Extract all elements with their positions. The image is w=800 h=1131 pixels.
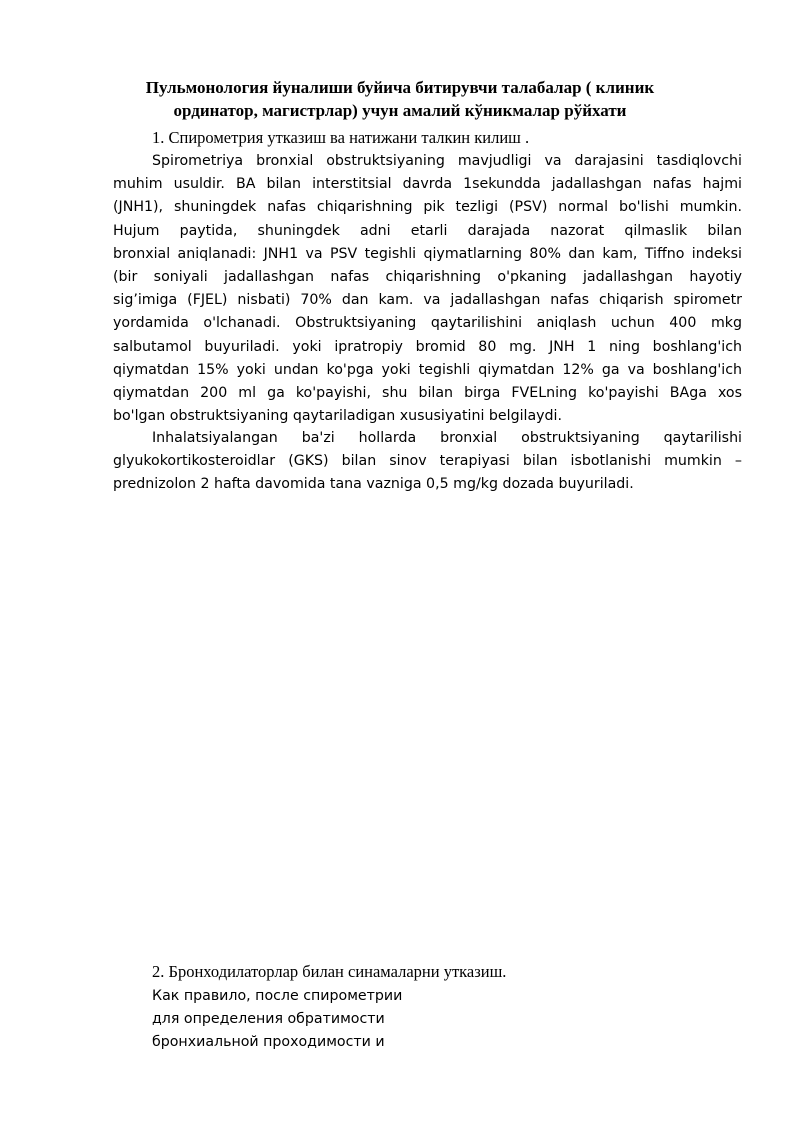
paragraph-line: Inhalatsiyalangan ba'zi hollarda bronxial obstruktsiyaning qaytarilishi (152, 430, 742, 446)
section-2-line: для определения обратимости (152, 1011, 385, 1028)
paragraph-line: muhim usuldir. BA bilan interstitsial davrda 1sekundda jadallashgan nafas hajmi (113, 176, 742, 193)
paragraph-line: salbutamol buyuriladi. yoki ipratropiy bromid 80 mg. JNH 1 ning boshlang'ich (113, 338, 742, 355)
paragraph-line: prednizolon 2 hafta davomida tana vazniga 0,5 mg/kg dozada buyuriladi. (113, 476, 634, 493)
section-2-line: Как правило, после спирометрии (152, 988, 403, 1004)
paragraph-line: bronxial aniqlanadi: JNH1 va PSV tegishli qiymatlarning 80% dan kam, Tiffno indeksi (113, 245, 742, 262)
paragraph-line: Hujum paytida, shuningdek adni etarli darajada nazorat qilmaslik bilan (113, 222, 742, 239)
section-1-paragraph-1 (113, 150, 742, 428)
paragraph-line: glyukokortikosteroidlar (GKS) bilan sinov terapiyasi bilan isbotlanishi mumkin – (113, 453, 742, 470)
paragraph-line: (JNH1), shuningdek nafas chiqarishning pik tezligi (PSV) normal bo'lishi mumkin. (113, 199, 742, 216)
title-line-1: Пульмонология йуналиши буйича битирувчи талабалар ( клиник (145, 78, 655, 97)
paragraph-line: qiymatdan 15% yoki undan ko'pga yoki tegishli qiymatdan 12% ga va boshlang'ich (113, 361, 742, 378)
section-2-line: бронхиальной проходимости и (152, 1034, 385, 1051)
paragraph-line: sig’imiga (FJEL) nisbati) 70% dan kam. va jadallashgan nafas chiqarish spirometr (113, 292, 742, 309)
title-line-2: ординатор, магистрлар) учун амалий кўникмалар рўйхати (173, 101, 627, 120)
section-1-paragraph-2 (113, 427, 742, 497)
section-2-heading: 2. Бронходилаторлар билан синамаларни утказиш. (152, 962, 507, 981)
paragraph-line: qiymatdan 200 ml ga ko'payishi, shu bilan birga FVELning ko'payishi BAga xos (113, 384, 742, 401)
document-title (112, 76, 688, 122)
section-2-text (152, 985, 402, 1055)
paragraph-line: Spirometriya bronxial obstruktsiyaning mavjudligi va darajasini tasdiqlovchi (152, 153, 742, 169)
section-1-heading: 1. Спирометрия утказиш ва натижани талкин килиш . (152, 128, 530, 147)
paragraph-line: bo'lgan obstruktsiyaning qaytariladigan xususiyatini belgilaydi. (113, 408, 563, 425)
paragraph-line: (bir soniyali jadallashgan nafas chiqarishning o'pkaning jadallashgan hayotiy (113, 268, 742, 285)
paragraph-line: yordamida o'lchanadi. Obstruktsiyaning qaytarilishini aniqlash uchun 400 mkg (113, 315, 742, 332)
